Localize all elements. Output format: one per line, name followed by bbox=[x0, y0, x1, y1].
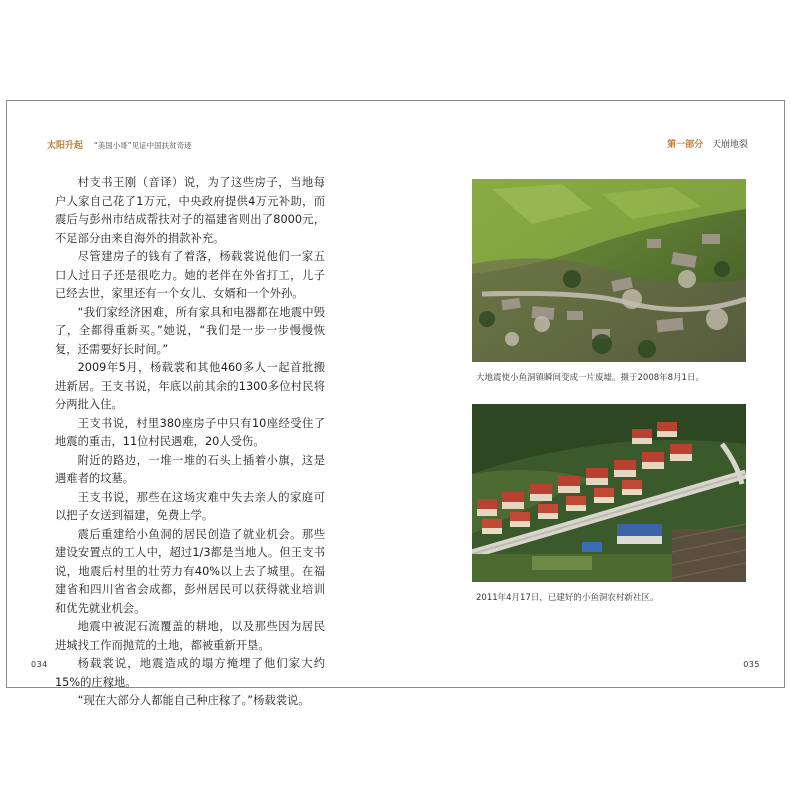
photo-caption: 大地震使小鱼洞镇瞬间变成一片废墟。摄于2008年8月1日。 bbox=[476, 373, 704, 383]
body-text bbox=[55, 174, 325, 711]
part-label: 第一部分 bbox=[667, 140, 704, 150]
paragraph: 杨载裳说，地震造成的塌方掩埋了他们家大约15%的庄稼地。 bbox=[55, 657, 325, 689]
paragraph: 尽管建房子的钱有了着落，杨载裳说他们一家五口人过日子还是很吃力。她的老伴在外省打工，儿子已经去世，家里还有一个女儿、女婿和一个外孙。 bbox=[55, 250, 325, 300]
paragraph: “现在大部分人都能自己种庄稼了。”杨载裳说。 bbox=[77, 694, 310, 707]
series-title: 太阳升起 bbox=[47, 141, 84, 151]
right-running-header bbox=[667, 137, 748, 150]
paragraph: 王支书说，那些在这场灾难中失去亲人的家庭可以把子女送到福建，免费上学。 bbox=[55, 490, 325, 522]
paragraph: “我们家经济困难，所有家具和电器都在地震中毁了，全都得重新买。”她说，“我们是一步一步慢慢恢复，还需要好长时间。” bbox=[55, 305, 325, 356]
new-village-photo bbox=[472, 404, 746, 582]
earthquake-ruins-photo bbox=[472, 179, 746, 362]
paragraph: 地震中被泥石流覆盖的耕地，以及那些因为居民进城找工作而抛荒的土地，都被重新开垦。 bbox=[55, 620, 325, 652]
paragraph: 附近的路边，一堆一堆的石头上插着小旗，这是遇难者的坟墓。 bbox=[55, 453, 325, 485]
book-spread bbox=[6, 100, 785, 707]
chapter-title: 天崩地裂 bbox=[711, 140, 748, 150]
paragraph: 村支书王刚（音译）说，为了这些房子，当地每户人家自己花了1万元，中央政府提供4万元补助，而震后与彭州市结成帮扶对子的福建省则出了8000元，不足部分由来自海外的捐款补充。 bbox=[55, 176, 325, 245]
paragraph: 王支书说，村里380座房子中只有10座经受住了地震的重击，11位村民遇难，20人受伤。 bbox=[55, 416, 325, 448]
page-number-right: 035 bbox=[743, 660, 760, 669]
page-number-left: 034 bbox=[31, 660, 48, 669]
paragraph: 震后重建给小鱼洞的居民创造了就业机会。那些建设安置点的工人中，超过1/3都是当地人。但王支书说，地震后村里的壮劳力有40%以上去了城里。在福建省和四川省省会成都，彭州居民可以获得就业培训和优先就业机会。 bbox=[55, 527, 325, 615]
photo-caption: 2011年4月17日，已建好的小鱼洞农村新社区。 bbox=[476, 593, 659, 603]
left-running-header bbox=[47, 138, 192, 151]
book-subtitle: “美国小哥”见证中国扶贫奇迹 bbox=[93, 141, 192, 150]
paragraph: 2009年5月，杨载裳和其他460多人一起首批搬进新居。王支书说，年底以前其余的1300多位村民将分两批入住。 bbox=[55, 361, 325, 411]
